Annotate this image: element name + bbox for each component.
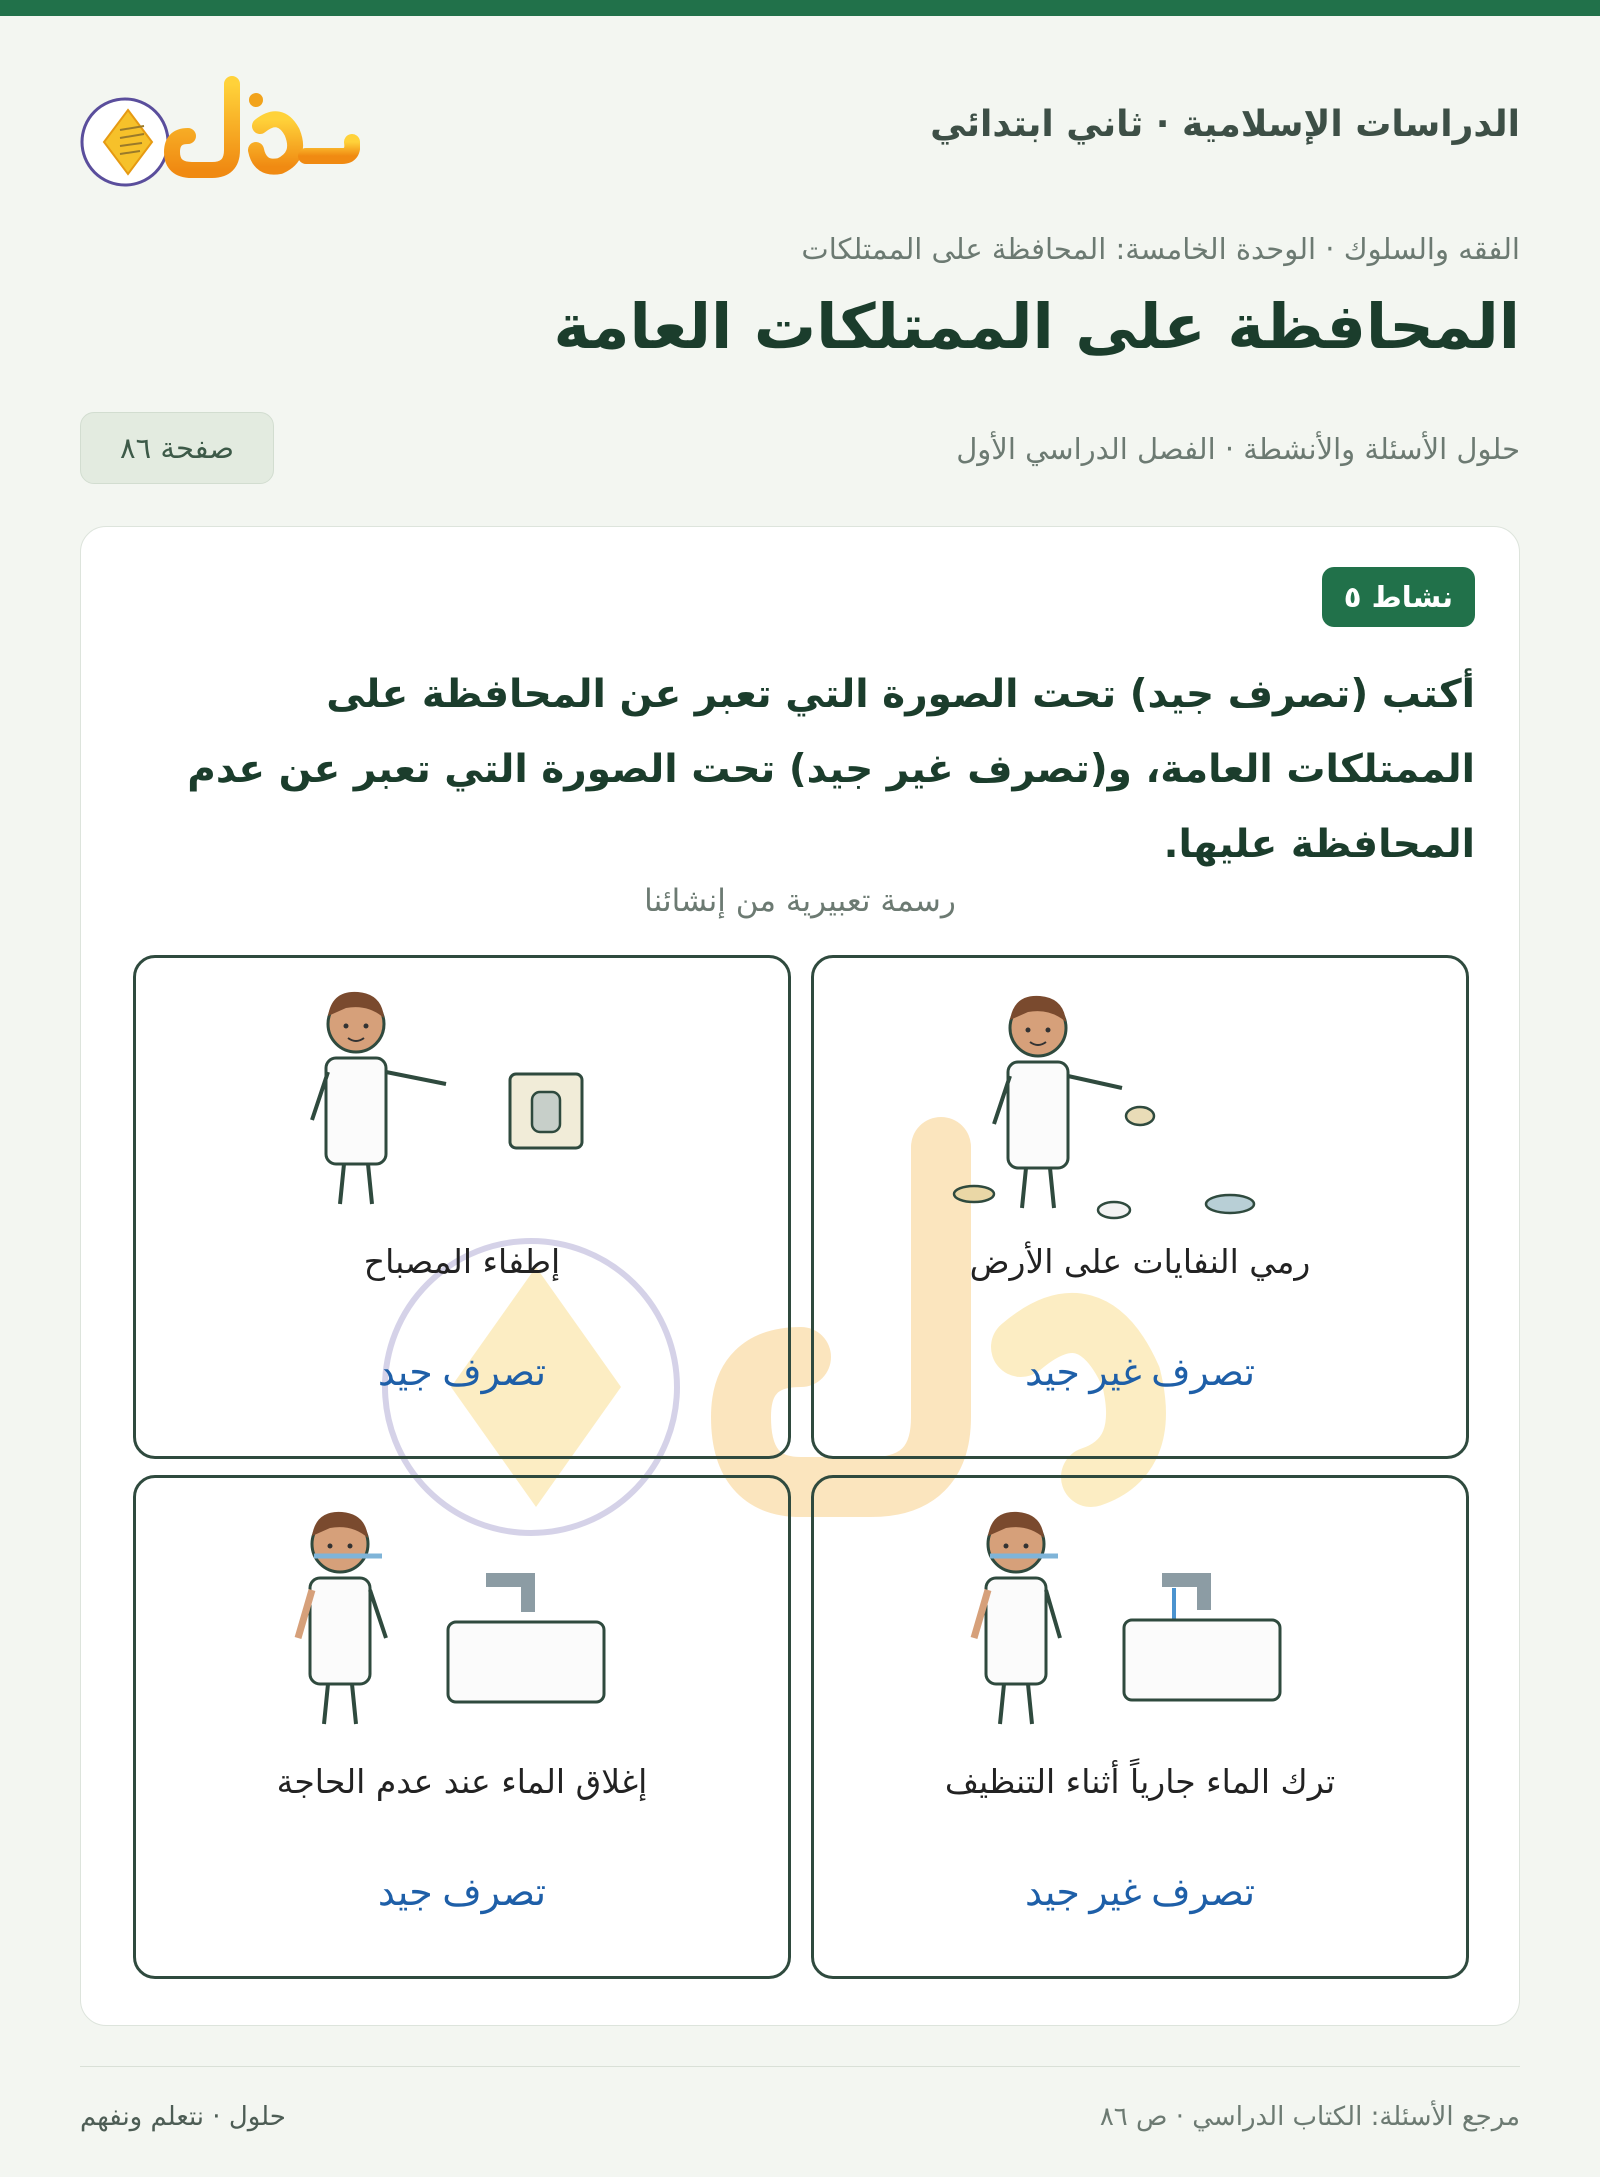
page-title: المحافظة على الممتلكات العامة <box>553 290 1520 363</box>
page-number-badge: صفحة ٨٦ <box>80 412 274 484</box>
activity-item-closed-tap <box>133 1475 791 1979</box>
hulool-logo[interactable] <box>80 70 360 190</box>
activity-item-running-tap <box>811 1475 1469 1979</box>
item-answer: تصرف غير جيد <box>1024 1872 1256 1914</box>
activity-item-light-switch <box>133 955 791 1459</box>
activity-item-litter <box>811 955 1469 1459</box>
item-answer: تصرف غير جيد <box>1024 1352 1256 1394</box>
activity-grid <box>133 955 1469 1985</box>
top-accent-bar <box>0 0 1600 16</box>
section-meta: حلول الأسئلة والأنشطة · الفصل الدراسي الأول <box>956 432 1520 466</box>
activity-question: أكتب (تصرف جيد) تحت الصورة التي تعبر عن المحافظة على الممتلكات العامة، و(تصرف غير جيد) تحت الصورة التي تعبر عن عدم المحافظة عليها. <box>187 672 1475 867</box>
item-label: رمي النفايات على الأرض <box>969 1242 1311 1281</box>
item-answer: تصرف جيد <box>377 1352 547 1394</box>
illustration-caption: رسمة تعبيرية من إنشائنا <box>644 883 956 919</box>
item-label: إغلاق الماء عند عدم الحاجة <box>276 1762 648 1801</box>
footer-reference: مرجع الأسئلة: الكتاب الدراسي · ص ٨٦ <box>1099 2102 1520 2132</box>
item-label: ترك الماء جارياً أثناء التنظيف <box>944 1762 1336 1801</box>
subject-grade-title: الدراسات الإسلامية · ثاني ابتدائي <box>930 104 1520 145</box>
item-answer: تصرف جيد <box>377 1872 547 1914</box>
item-label: إطفاء المصباح <box>363 1242 561 1281</box>
footer-divider <box>80 2066 1520 2067</box>
page-header <box>80 60 1520 200</box>
footer-brand[interactable]: حلول · نتعلم ونفهم <box>80 2102 286 2132</box>
activity-card <box>80 526 1520 2026</box>
activity-badge: نشاط ٥ <box>1322 567 1475 627</box>
breadcrumb[interactable]: الفقه والسلوك · الوحدة الخامسة: المحافظة على الممتلكات <box>801 232 1520 266</box>
